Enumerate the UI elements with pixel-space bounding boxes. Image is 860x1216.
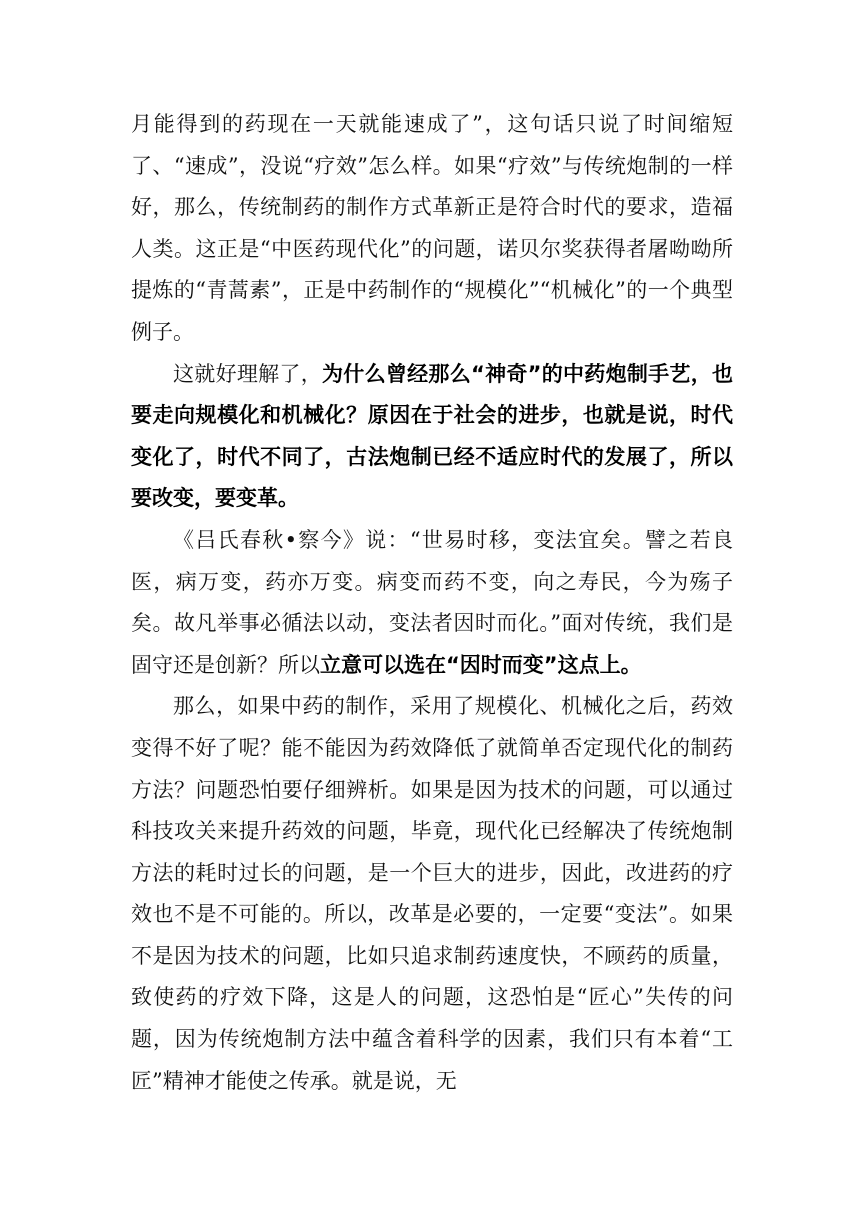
body-text <box>131 104 733 1102</box>
paragraph-3-text: 《吕氏春秋•察今》说：“世易时移，变法宜矣。譬之若良医，病万变，药亦万变。病变而药不变，向之寿民，今为殇子矣。故凡举事必循法以动，变法者因时而化。”面对传统，我们是固守还是创新？所以 <box>131 527 733 677</box>
paragraph-4 <box>131 686 733 1102</box>
paragraph-3-bold-text: 立意可以选在“因时而变”这点上。 <box>320 652 642 677</box>
paragraph-3 <box>131 520 733 686</box>
paragraph-1-text: 月能得到的药现在一天就能速成了”，这句话只说了时间缩短了、“速成”，没说“疗效”怎么样。如果“疗效”与传统炮制的一样好，那么，传统制药的制作方式革新正是符合时代的要求，造福人类。这正是“中医药现代化”的问题，诺贝尔奖获得者屠呦呦所提炼的“青蒿素”，正是中药制作的“规模化”“机械化”的一个典型例子。 <box>131 112 733 344</box>
paragraph-1 <box>131 104 733 354</box>
paragraph-2 <box>131 354 733 520</box>
paragraph-2-text: 这就好理解了， <box>173 361 322 386</box>
paragraph-2-bold-text: 为什么曾经那么“神奇”的中药炮制手艺，也要走向规模化和机械化？原因在于社会的进步，也就是说，时代变化了，时代不同了，古法炮制已经不适应时代的发展了，所以要改变，要变革。 <box>131 361 734 511</box>
paragraph-4-text: 那么，如果中药的制作，采用了规模化、机械化之后，药效变得不好了呢？能不能因为药效降低了就简单否定现代化的制药方法？问题恐怕要仔细辨析。如果是因为技术的问题，可以通过科技攻关来提升药效的问题，毕竟，现代化已经解决了传统炮制方法的耗时过长的问题，是一个巨大的进步，因此，改进药的疗效也不是不可能的。所以，改革是必要的，一定要“变法”。如果不是因为技术的问题，比如只追求制药速度快，不顾药的质量，致使药的疗效下降，这是人的问题，这恐怕是“匠心”失传的问题，因为传统炮制方法中蕴含着科学的因素，我们只有本着“工匠”精神才能使之传承。就是说，无 <box>131 694 733 1093</box>
